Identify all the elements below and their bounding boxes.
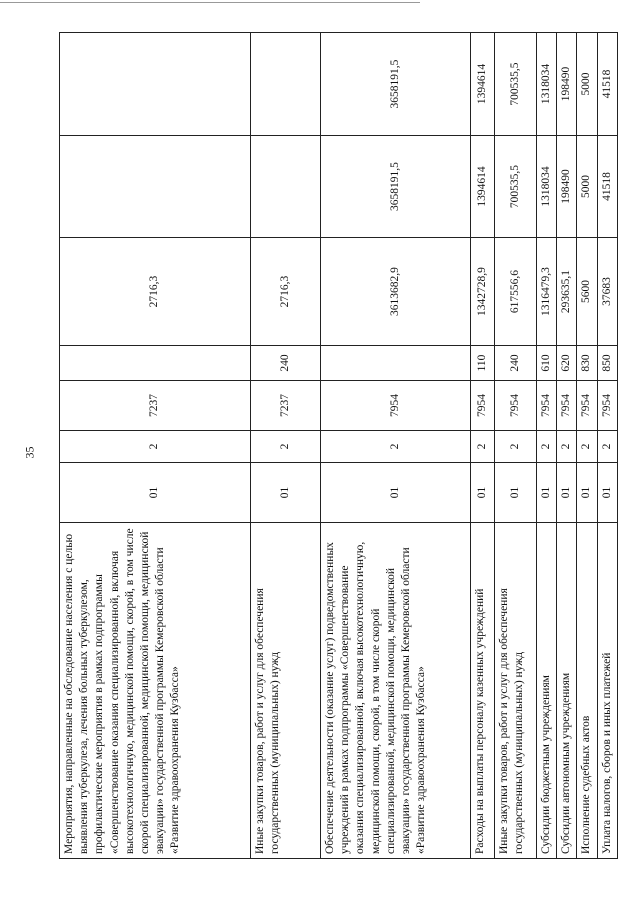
row-name-cell: Мероприятия, направленные на обследование населения с целью выявления туберкулеза, лечения больных туберкулезом, профилактические мероприятия в рамках подпрограммы «Совершенствование оказания специализированной, включая высокотехнологичную, медицинской помощи, скорой, в том числе скорой специализированной, медицинской помощи, медицинской эвакуации» государственной программы Кемеровской области «Развитие здравоохранения Кузбасса» <box>60 523 251 859</box>
row-value-2-cell: 5000 <box>577 136 597 238</box>
row-value-3-cell <box>60 33 251 136</box>
row-expense-type-cell <box>60 346 251 381</box>
row-name-cell: Уплата налогов, сборов и иных платежей <box>597 523 617 859</box>
row-value-1-cell: 37683 <box>597 238 617 346</box>
row-target-code-cell: 7954 <box>597 381 617 431</box>
row-section-code-cell: 01 <box>597 463 617 523</box>
row-value-3-cell: 700535,5 <box>495 33 537 136</box>
row-subsection-code-cell: 2 <box>60 431 251 463</box>
table-row <box>557 33 577 859</box>
row-section-code-cell: 01 <box>471 463 495 523</box>
table-row <box>60 33 251 859</box>
row-expense-type-cell: 830 <box>577 346 597 381</box>
row-name-cell: Субсидии автономным учреждениям <box>557 523 577 859</box>
row-subsection-code-cell: 2 <box>577 431 597 463</box>
row-subsection-code-cell: 2 <box>495 431 537 463</box>
row-name-cell: Иные закупки товаров, работ и услуг для обеспечения государственных (муниципальных) нужд <box>495 523 537 859</box>
row-value-2-cell: 700535,5 <box>495 136 537 238</box>
row-subsection-code-cell: 2 <box>321 431 471 463</box>
row-expense-type-cell: 240 <box>495 346 537 381</box>
row-section-code-cell: 01 <box>537 463 557 523</box>
row-expense-type-cell <box>321 346 471 381</box>
row-section-code-cell: 01 <box>557 463 577 523</box>
row-section-code-cell: 01 <box>577 463 597 523</box>
row-name-cell: Субсидии бюджетным учреждениям <box>537 523 557 859</box>
row-value-3-cell: 1318034 <box>537 33 557 136</box>
table-row <box>577 33 597 859</box>
row-value-1-cell: 2716,3 <box>60 238 251 346</box>
row-value-3-cell: 1394614 <box>471 33 495 136</box>
row-value-1-cell: 5600 <box>577 238 597 346</box>
row-target-code-cell: 7954 <box>557 381 577 431</box>
scan-edge-line <box>0 2 420 3</box>
row-value-1-cell: 2716,3 <box>251 238 321 346</box>
row-target-code-cell: 7954 <box>471 381 495 431</box>
row-expense-type-cell: 620 <box>557 346 577 381</box>
row-value-1-cell: 617556,6 <box>495 238 537 346</box>
row-subsection-code-cell: 2 <box>557 431 577 463</box>
row-value-2-cell: 1318034 <box>537 136 557 238</box>
row-value-2-cell <box>60 136 251 238</box>
row-name-cell: Исполнение судебных актов <box>577 523 597 859</box>
row-target-code-cell: 7954 <box>537 381 557 431</box>
row-expense-type-cell: 610 <box>537 346 557 381</box>
budget-table-body <box>60 33 618 859</box>
page-number: 35 <box>22 446 37 459</box>
row-value-1-cell: 1316479,3 <box>537 238 557 346</box>
rotated-table-frame <box>59 33 613 859</box>
row-value-2-cell <box>251 136 321 238</box>
row-value-3-cell: 5000 <box>577 33 597 136</box>
row-value-1-cell: 293635,1 <box>557 238 577 346</box>
row-value-3-cell: 198490 <box>557 33 577 136</box>
row-value-2-cell: 3658191,5 <box>321 136 471 238</box>
rotated-table-container <box>59 33 613 859</box>
row-name-cell: Иные закупки товаров, работ и услуг для обеспечения государственных (муниципальных) нужд <box>251 523 321 859</box>
row-name-cell: Обеспечение деятельности (оказание услуг) подведомственных учреждений в рамках подпрограммы «Совершенствование оказания специализированной, включая высокотехнологичную, медицинской помощи, скорой, в том числе скорой специализированной, медицинской помощи, медицинской эвакуации» государственной программы Кемеровской области «Развитие здравоохранения Кузбасса» <box>321 523 471 859</box>
table-row <box>471 33 495 859</box>
table-row <box>251 33 321 859</box>
row-section-code-cell: 01 <box>495 463 537 523</box>
row-value-2-cell: 198490 <box>557 136 577 238</box>
row-expense-type-cell: 110 <box>471 346 495 381</box>
row-value-1-cell: 1342728,9 <box>471 238 495 346</box>
row-subsection-code-cell: 2 <box>597 431 617 463</box>
row-target-code-cell: 7954 <box>495 381 537 431</box>
row-subsection-code-cell: 2 <box>537 431 557 463</box>
row-subsection-code-cell: 2 <box>251 431 321 463</box>
row-name-cell: Расходы на выплаты персоналу казенных учреждений <box>471 523 495 859</box>
row-target-code-cell: 7954 <box>321 381 471 431</box>
row-value-3-cell <box>251 33 321 136</box>
row-value-3-cell: 41518 <box>597 33 617 136</box>
row-target-code-cell: 7237 <box>251 381 321 431</box>
table-row <box>597 33 617 859</box>
row-expense-type-cell: 850 <box>597 346 617 381</box>
table-row <box>537 33 557 859</box>
row-target-code-cell: 7954 <box>577 381 597 431</box>
row-section-code-cell: 01 <box>60 463 251 523</box>
row-section-code-cell: 01 <box>251 463 321 523</box>
row-target-code-cell: 7237 <box>60 381 251 431</box>
row-subsection-code-cell: 2 <box>471 431 495 463</box>
budget-table <box>59 32 618 859</box>
row-value-3-cell: 3658191,5 <box>321 33 471 136</box>
row-section-code-cell: 01 <box>321 463 471 523</box>
row-value-2-cell: 41518 <box>597 136 617 238</box>
row-expense-type-cell: 240 <box>251 346 321 381</box>
table-row <box>321 33 471 859</box>
row-value-1-cell: 3613682,9 <box>321 238 471 346</box>
table-row <box>495 33 537 859</box>
row-value-2-cell: 1394614 <box>471 136 495 238</box>
